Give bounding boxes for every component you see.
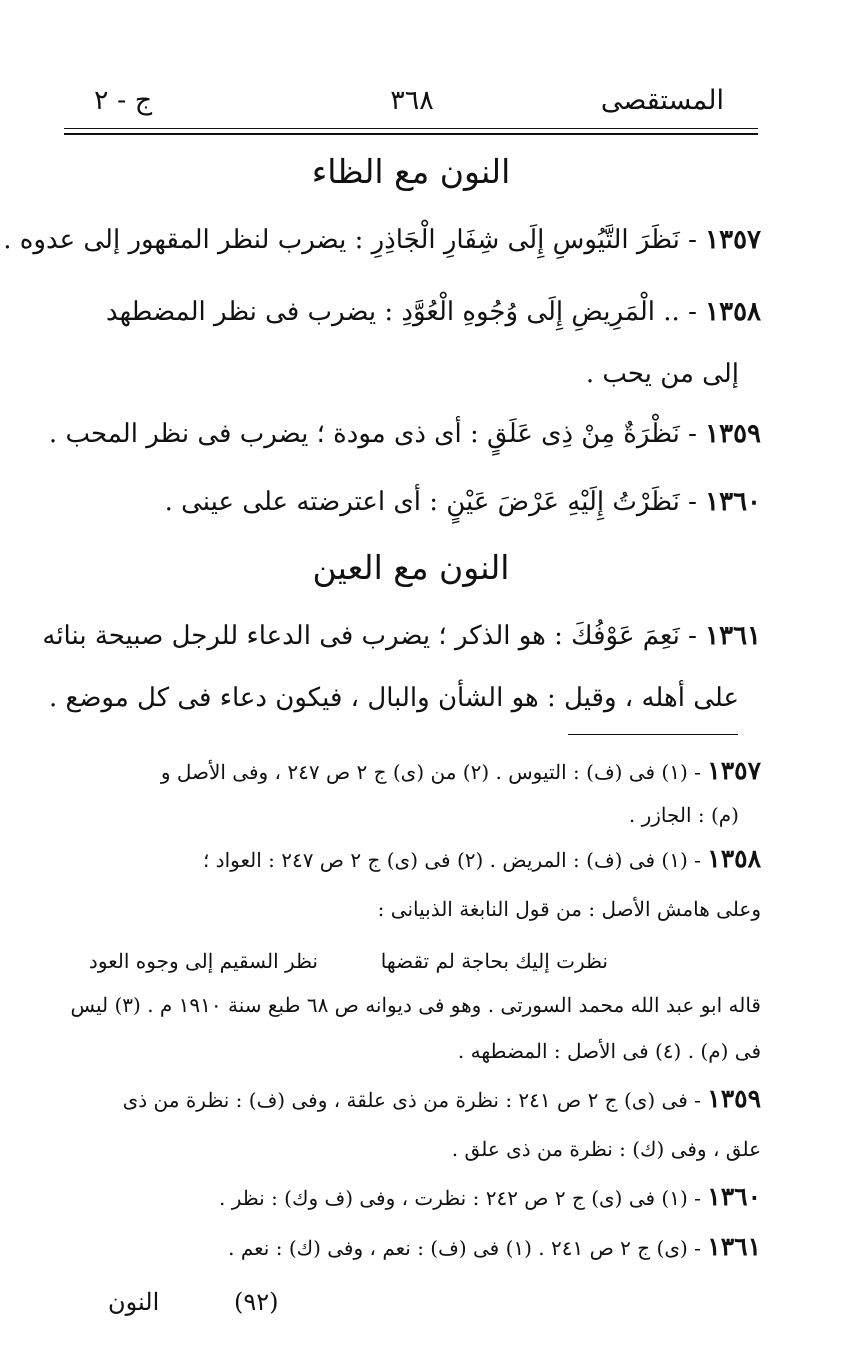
- entry-text: نَظَرَ التَّيُوسِ إِلَى شِفَارِ الْجَاذِرِ : يضرب لنظر المقهور إلى عدوه .: [3, 225, 680, 255]
- running-header: [64, 80, 760, 122]
- footnote-1358-continuation: وعلى هامش الأصل : من قول النابغة الذبيانى :: [377, 897, 761, 921]
- signature-number: (٩٢): [234, 1288, 279, 1316]
- entry-1357: ١٣٥٧ - نَظَرَ التَّيُوسِ إِلَى شِفَارِ الْجَاذِرِ : يضرب لنظر المقهور إلى عدوه .: [3, 225, 761, 255]
- verse-hemistich-1: نظرت إليك بحاجة لم تقضها: [380, 949, 608, 973]
- footnote-text: (ى) ج ٢ ص ٢٤١ . (١) فى (ف) : نعم ، وفى (ك) : نعم .: [228, 1236, 688, 1260]
- footnote-1358: ١٣٥٨ - (١) فى (ف) : المريض . (٢) فى (ى) ج ٢ ص ٢٤٧ : العواد ؛: [202, 844, 761, 873]
- footnote-text: (١) فى (ف) : التيوس . (٢) من (ى) ج ٢ ص ٢٤٧ ، وفى الأصل و: [160, 760, 688, 784]
- verse-hemistich-2: نظر السقيم إلى وجوه العود: [88, 949, 318, 973]
- footnote-text: (١) فى (ف) : المريض . (٢) فى (ى) ج ٢ ص ٢٤٧ : العواد ؛: [202, 848, 688, 872]
- page-footer: [64, 1282, 758, 1322]
- entry-1361-continuation: على أهله ، وقيل : هو الشأن والبال ، فيكون دعاء فى كل موضع .: [48, 683, 739, 713]
- entry-number: ١٣٥٩: [705, 419, 761, 449]
- header-rule-thick: [64, 133, 758, 135]
- footnote-1358-attribution: قاله ابو عبد الله محمد السورتى . وهو فى ديوانه ص ٦٨ طبع سنة ١٩١٠ م . (٣) ليس: [70, 993, 761, 1017]
- entry-1359: ١٣٥٩ - نَظْرَةٌ مِنْ ذِى عَلَقٍ : أى ذى مودة ؛ يضرب فى نظر المحب .: [48, 419, 761, 449]
- footnote-1361: ١٣٦١ - (ى) ج ٢ ص ٢٤١ . (١) فى (ف) : نعم ، وفى (ك) : نعم .: [228, 1232, 761, 1261]
- header-rule: [64, 128, 758, 129]
- book-title: المستقصى: [600, 85, 724, 116]
- footnote-number: ١٣٥٩: [707, 1084, 761, 1113]
- footnote-1359: ١٣٥٩ - فى (ى) ج ٢ ص ٢٤١ : نظرة من ذى علقة ، وفى (ف) : نظرة من ذى: [122, 1084, 761, 1113]
- section-title: النون مع العين: [312, 548, 510, 587]
- entry-number: ١٣٥٨: [705, 297, 761, 327]
- section-title: النون مع الظاء: [311, 152, 511, 191]
- footnote-number: ١٣٦٠: [707, 1182, 761, 1211]
- entry-1358-continuation: إلى من يحب .: [585, 359, 739, 389]
- entry-1361: ١٣٦١ - نَعِمَ عَوْفُكَ : هو الذكر ؛ يضرب فى الدعاء للرجل صبيحة بنائه: [42, 621, 761, 651]
- footnote-rule: [568, 734, 738, 735]
- signature-label: النون: [108, 1288, 160, 1316]
- footnote-1360: ١٣٦٠ - (١) فى (ى) ج ٢ ص ٢٤٢ : نظرت ، وفى (ف وك) : نظر .: [218, 1182, 761, 1211]
- footnote-1357-continuation: (م) : الجازر .: [628, 803, 739, 827]
- volume-label: ج - ٢: [94, 85, 153, 116]
- page-number: ٣٦٨: [390, 85, 434, 116]
- entry-number: ١٣٦٠: [705, 487, 761, 517]
- footnote-1357: ١٣٥٧ - (١) فى (ف) : التيوس . (٢) من (ى) ج ٢ ص ٢٤٧ ، وفى الأصل و: [160, 756, 761, 785]
- footnote-text: فى (ى) ج ٢ ص ٢٤١ : نظرة من ذى علقة ، وفى (ف) : نظرة من ذى: [122, 1088, 688, 1112]
- poetry-verse: [64, 944, 758, 978]
- entry-text: .. الْمَرِيضِ إِلَى وُجُوهِ الْعُوَّدِ : يضرب فى نظر المضطهد: [106, 297, 680, 327]
- entry-text: نَظَرْتُ إِلَيْهِ عَرْضَ عَيْنٍ : أى اعترضته على عينى .: [164, 487, 680, 517]
- footnote-text: (١) فى (ى) ج ٢ ص ٢٤٢ : نظرت ، وفى (ف وك) : نظر .: [218, 1186, 688, 1210]
- entry-text: نَعِمَ عَوْفُكَ : هو الذكر ؛ يضرب فى الدعاء للرجل صبيحة بنائه: [42, 621, 680, 651]
- entry-1360: ١٣٦٠ - نَظَرْتُ إِلَيْهِ عَرْضَ عَيْنٍ : أى اعترضته على عينى .: [164, 487, 761, 517]
- footnote-1359-continuation: علق ، وفى (ك) : نظرة من ذى علق .: [451, 1137, 761, 1161]
- footnote-number: ١٣٥٧: [707, 756, 761, 785]
- entry-text: نَظْرَةٌ مِنْ ذِى عَلَقٍ : أى ذى مودة ؛ يضرب فى نظر المحب .: [48, 419, 680, 449]
- footnote-1358-attribution-continuation: فى (م) . (٤) فى الأصل : المضطهه .: [457, 1039, 761, 1063]
- entry-1358: ١٣٥٨ - .. الْمَرِيضِ إِلَى وُجُوهِ الْعُوَّدِ : يضرب فى نظر المضطهد: [106, 297, 761, 327]
- footnote-number: ١٣٦١: [707, 1232, 761, 1261]
- entry-number: ١٣٦١: [705, 621, 761, 651]
- footnote-number: ١٣٥٨: [707, 844, 761, 873]
- entry-number: ١٣٥٧: [705, 225, 761, 255]
